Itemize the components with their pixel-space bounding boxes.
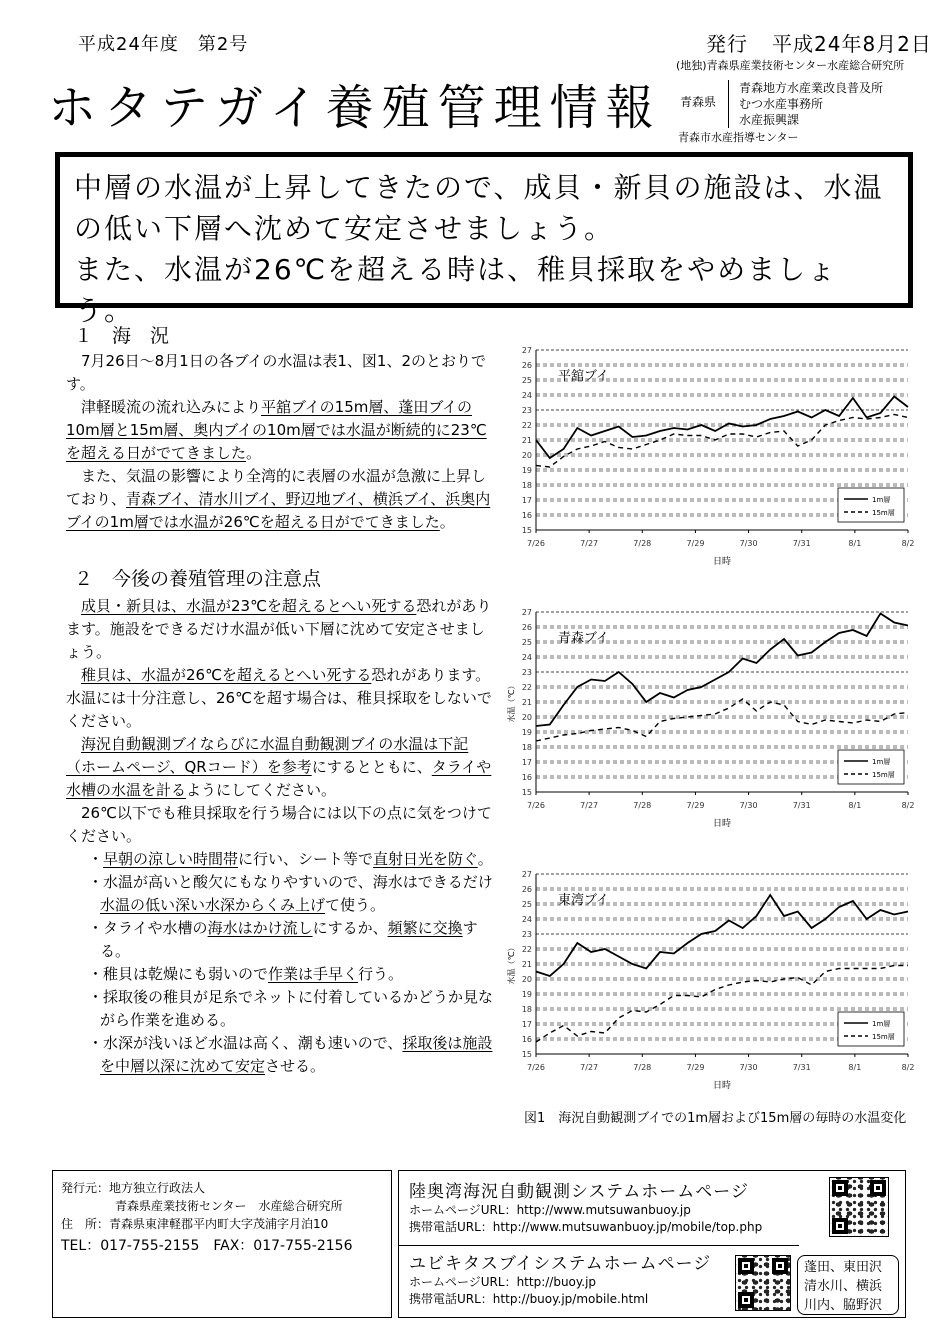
y-tick-label: 15 — [521, 788, 532, 797]
y-tick-label: 26 — [521, 885, 532, 894]
y-tick-label: 23 — [521, 406, 532, 415]
x-tick-label: 8/1 — [848, 539, 862, 548]
y-tick-label: 17 — [521, 1020, 532, 1029]
paragraph: 成貝・新貝は、水温が23℃を超えるとへい死する恐れがあります。施設をできるだけ水温が低い下層に沈めて安定させましょう。 — [66, 597, 492, 661]
pub-label: 発行 — [706, 32, 748, 56]
pref-org: 水産振興課 — [739, 113, 800, 127]
y-tick-label: 19 — [521, 990, 532, 999]
x-tick-label: 7/26 — [527, 1063, 545, 1072]
x-tick-label: 7/30 — [739, 539, 758, 548]
y-tick-label: 18 — [521, 1005, 532, 1014]
headline-box — [55, 152, 913, 327]
chart-title: 青森ブイ — [558, 631, 609, 646]
city-org: 青森市水産指導センター — [678, 131, 799, 144]
y-tick-label: 21 — [521, 960, 532, 969]
y-tick-label: 19 — [521, 728, 532, 737]
pub-date: 平成24年8月2日 — [772, 32, 932, 56]
tel-fax: TEL：017-755-2155 FAX：017-755-2156 — [61, 1238, 353, 1254]
y-tick-label: 16 — [521, 773, 532, 782]
x-tick-label: 7/30 — [739, 801, 758, 810]
x-tick-label: 8/2 — [901, 801, 915, 810]
legend-label: 15m層 — [872, 771, 895, 779]
x-tick-label: 8/2 — [901, 1063, 915, 1072]
publisher-org: (地独)青森県産業技術センター水産総合研究所 — [676, 59, 905, 72]
y-tick-label: 21 — [521, 436, 532, 445]
x-axis-label: 日時 — [712, 557, 732, 567]
hp-mobile-link[interactable]: 携帯電話URL：http://buoy.jp/mobile.html — [409, 1292, 649, 1306]
x-tick-label: 7/31 — [792, 1063, 811, 1072]
y-tick-label: 27 — [521, 870, 532, 879]
list-item: ・水深が浅いほど水温は高く、潮も速いので、採取後は施設を中層以深に沈めて安定させる。 — [88, 1034, 493, 1075]
x-tick-label: 8/2 — [901, 539, 915, 548]
y-tick-label: 24 — [521, 915, 532, 924]
headline-line: また、水温が26℃を超える時は、稚貝採取をやめましょう。 — [74, 253, 838, 327]
series-line-1m — [536, 397, 908, 459]
x-tick-label: 7/27 — [580, 539, 599, 548]
x-tick-label: 7/28 — [633, 1063, 652, 1072]
x-axis-label: 日時 — [712, 819, 732, 829]
headline-line: の低い下層へ沈めて安定させましょう。 — [74, 212, 615, 245]
legend-label: 15m層 — [872, 1033, 895, 1041]
figure-caption: 図1 海況自動観測ブイでの1m層および15m層の毎時の水温変化 — [524, 1111, 907, 1126]
y-tick-label: 25 — [521, 376, 532, 385]
y-tick-label: 24 — [521, 391, 532, 400]
y-tick-label: 27 — [521, 608, 532, 617]
publication-date — [706, 28, 932, 57]
hp-mutsuwan: 陸奥湾海況自動観測システムホームページ ホームページURL：http://www.mutsuwanbuoy.jp 携帯電話URL：http://www.mutsuwanbuoy.jp/mobile/top.php — [409, 1177, 819, 1236]
y-tick-label: 23 — [521, 668, 532, 677]
y-tick-label: 20 — [521, 975, 532, 984]
paragraph: 7月26日～8月1日の各ブイの水温は表1、図1、2のとおりです。 — [66, 352, 486, 393]
chart-higashiwan — [500, 862, 920, 1094]
x-tick-label: 7/27 — [580, 1063, 599, 1072]
list-item: ・稚貝は乾燥にも弱いので作業は手早く行う。 — [88, 965, 404, 983]
y-tick-label: 24 — [521, 653, 532, 662]
paragraph: 海況自動観測ブイならびに水温自動観測ブイの水温は下記（ホームページ、QRコード）を参考にするとともに、タライや水槽の水温を計るようにしてください。 — [66, 735, 492, 799]
y-tick-label: 27 — [521, 346, 532, 355]
chart-title: 東湾ブイ — [558, 893, 609, 908]
qr-code-icon — [829, 1177, 889, 1237]
x-tick-label: 7/31 — [792, 539, 811, 548]
y-tick-label: 26 — [521, 623, 532, 632]
legend-label: 1m層 — [872, 1020, 891, 1028]
headline-line: 中層の水温が上昇してきたので、成貝・新貝の施設は、水温 — [74, 171, 884, 204]
x-tick-label: 7/29 — [686, 1063, 705, 1072]
y-tick-label: 20 — [521, 451, 532, 460]
y-tick-label: 25 — [521, 900, 532, 909]
legend-label: 15m層 — [872, 509, 895, 517]
paragraph: 津軽暖流の流れ込みにより平舘ブイの15m層、蓬田ブイの10m層と15m層、奥内ブイの10m層では水温が断続的に23℃を超える日がでてきました。 — [66, 398, 487, 462]
y-tick-label: 20 — [521, 713, 532, 722]
x-tick-label: 7/26 — [527, 801, 545, 810]
page-title: ホタテガイ養殖管理情報 — [48, 80, 662, 136]
x-axis-label: 日時 — [712, 1081, 732, 1091]
y-tick-label: 17 — [521, 496, 532, 505]
list-item: ・採取後の稚貝が足糸でネットに付着しているかどうか見ながら作業を進める。 — [88, 988, 494, 1029]
y-tick-label: 15 — [521, 1050, 532, 1059]
section-sea-conditions — [66, 325, 498, 534]
hp-url-link[interactable]: ホームページURL：http://www.mutsuwanbuoy.jp — [409, 1203, 691, 1217]
y-tick-label: 16 — [521, 1035, 532, 1044]
y-tick-label: 23 — [521, 930, 532, 939]
y-tick-label: 22 — [521, 421, 532, 430]
x-tick-label: 8/1 — [848, 801, 862, 810]
paragraph: 稚貝は、水温が26℃を超えるとへい死する恐れがあります。水温には十分注意し、26℃を超す場合は、稚貝採取をしないでください。 — [66, 666, 492, 730]
homepage-info — [398, 1170, 906, 1318]
y-tick-label: 18 — [521, 743, 532, 752]
chart-title: 平舘ブイ — [558, 369, 609, 384]
section-heading: １ 海 況 — [74, 325, 170, 347]
chart-tairadate — [500, 338, 920, 570]
issue-number: 平成24年度 第2号 — [78, 34, 249, 55]
x-tick-label: 7/26 — [527, 539, 545, 548]
prefecture-label: 青森県 — [680, 95, 717, 109]
y-tick-label: 17 — [521, 758, 532, 767]
y-axis-label: 水温（℃） — [507, 943, 516, 985]
legend-label: 1m層 — [872, 496, 891, 504]
x-tick-label: 7/30 — [739, 1063, 758, 1072]
caution-list — [88, 848, 498, 1078]
hp-ubiquitous: ユビキタスブイシステムホームページ ホームページURL：http://buoy.jp 携帯電話URL：http://buoy.jp/mobile.html — [409, 1249, 729, 1308]
y-tick-label: 18 — [521, 481, 532, 490]
section-management — [66, 568, 498, 1078]
x-tick-label: 7/28 — [633, 539, 652, 548]
section-heading: ２ 今後の養殖管理の注意点 — [74, 568, 322, 590]
divider — [399, 1245, 799, 1246]
legend-label: 1m層 — [872, 758, 891, 766]
y-axis-label: 水温（℃） — [507, 681, 516, 723]
y-tick-label: 25 — [521, 638, 532, 647]
x-tick-label: 7/27 — [580, 801, 599, 810]
buoy-area-list: 蓬田、東田沢 清水川、横浜 川内、脇野沢 — [797, 1255, 899, 1315]
list-item: ・タライや水槽の海水はかけ流しにするか、頻繁に交換する。 — [88, 919, 478, 960]
x-tick-label: 7/29 — [686, 801, 705, 810]
x-tick-label: 7/29 — [686, 539, 705, 548]
x-tick-label: 8/1 — [848, 1063, 862, 1072]
y-tick-label: 16 — [521, 511, 532, 520]
qr-code-icon — [735, 1255, 791, 1311]
list-item: ・水温が高いと酸欠にもなりやすいので、海水はできるだけ水温の低い深い水深からくみ上げて使う。 — [88, 873, 493, 914]
list-item: ・早朝の涼しい時間帯に行い、シート等で直射日光を防ぐ。 — [88, 850, 493, 868]
y-tick-label: 22 — [521, 683, 532, 692]
prefecture-orgs — [728, 80, 883, 128]
hp-mobile-link[interactable]: 携帯電話URL：http://www.mutsuwanbuoy.jp/mobile/top.php — [409, 1220, 763, 1234]
y-tick-label: 22 — [521, 945, 532, 954]
x-tick-label: 7/28 — [633, 801, 652, 810]
y-tick-label: 15 — [521, 526, 532, 535]
hp-url-link[interactable]: ホームページURL：http://buoy.jp — [409, 1275, 597, 1289]
y-tick-label: 19 — [521, 466, 532, 475]
paragraph: 26℃以下でも稚貝採取を行う場合には以下の点に気をつけてください。 — [66, 804, 492, 845]
y-tick-label: 21 — [521, 698, 532, 707]
chart-aomori — [500, 600, 920, 832]
y-tick-label: 26 — [521, 361, 532, 370]
x-tick-label: 7/31 — [792, 801, 811, 810]
pref-org: 青森地方水産業改良普及所 — [739, 81, 884, 95]
publisher-info: 発行元：地方独立行政法人 青森県産業技術センター 水産総合研究所 住 所：青森県東津軽郡平内町大字茂浦字月泊10 TEL：017-755-2155 FAX：017-755-2156 — [52, 1170, 392, 1318]
pref-org: むつ水産事務所 — [739, 97, 824, 111]
paragraph: また、気温の影響により全湾的に表層の水温が急激に上昇しており、青森ブイ、清水川ブイ、野辺地ブイ、横浜ブイ、浜奥内ブイの1m層では水温が26℃を超える日がでてきました。 — [66, 467, 491, 531]
series-line-15m — [536, 699, 908, 741]
